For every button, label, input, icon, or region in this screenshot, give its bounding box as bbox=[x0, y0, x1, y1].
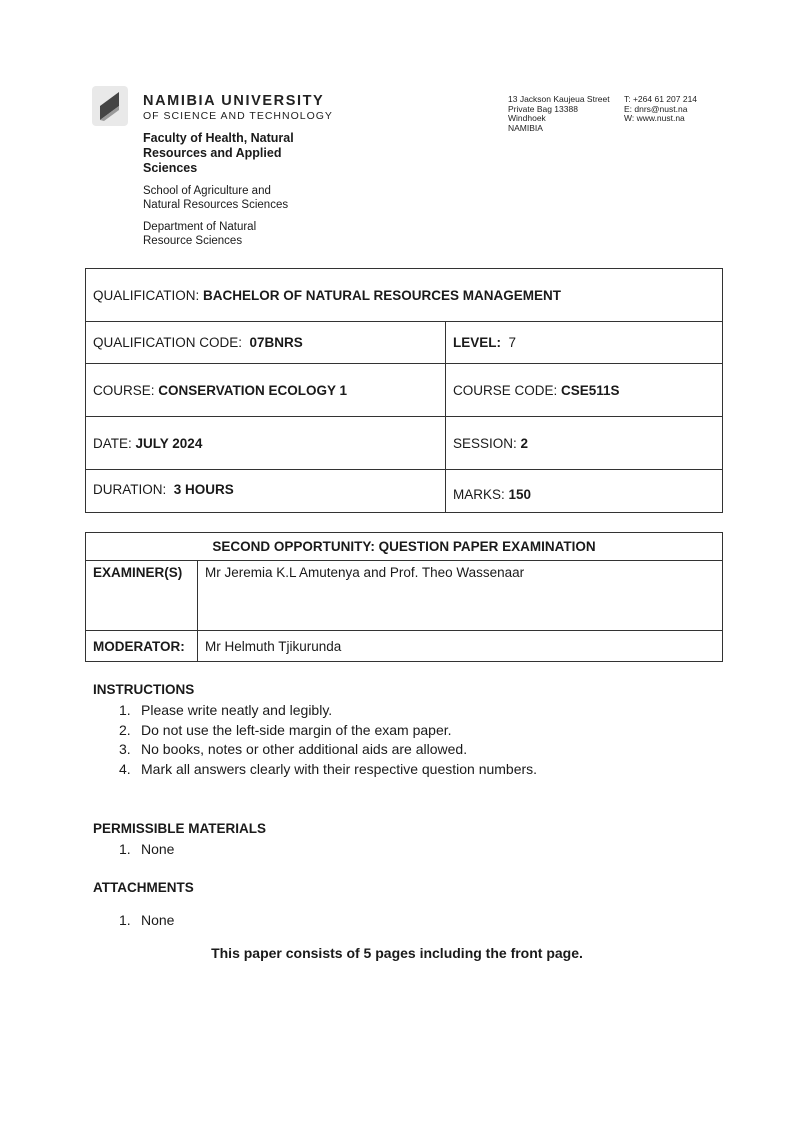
list-item: 3. No books, notes or other additional aids are allowed. bbox=[119, 741, 468, 757]
marks-cell: MARKS: 150 bbox=[446, 470, 723, 513]
department-name: Department of Natural Resource Sciences bbox=[143, 221, 257, 247]
date-cell: DATE: JULY 2024 bbox=[86, 417, 446, 470]
course-code-cell: COURSE CODE: CSE511S bbox=[446, 364, 723, 417]
list-item: 2. Do not use the left-side margin of the exam paper. bbox=[119, 721, 452, 738]
course-info-table bbox=[85, 268, 723, 513]
level-cell: LEVEL: 7 bbox=[446, 322, 723, 364]
examiner-value: Mr Jeremia K.L Amutenya and Prof. Theo Wassenaar bbox=[198, 561, 723, 631]
examiner-label: EXAMINER(S) bbox=[86, 561, 198, 631]
list-item: 4. Mark all answers clearly with their respective question numbers. bbox=[119, 760, 538, 777]
school-name: School of Agriculture and Natural Resources Sciences bbox=[143, 185, 289, 211]
instructions-heading: INSTRUCTIONS bbox=[93, 682, 195, 697]
instructions-list bbox=[119, 701, 537, 779]
qualification-code-cell: QUALIFICATION CODE: 07BNRS bbox=[86, 322, 446, 364]
university-logo-icon bbox=[92, 86, 128, 126]
university-subtitle: OF SCIENCE AND TECHNOLOGY bbox=[143, 110, 333, 122]
attachments-heading: ATTACHMENTS bbox=[93, 880, 194, 895]
qualification-cell: QUALIFICATION: BACHELOR OF NATURAL RESOURCES MANAGEMENT bbox=[86, 269, 723, 322]
postal-address: 13 Jackson Kaujeua Street Private Bag 13388 Windhoek NAMIBIA bbox=[508, 94, 610, 133]
page-count-note: This paper consists of 5 pages including the front page. bbox=[211, 945, 583, 961]
permissible-materials-list bbox=[119, 840, 174, 860]
list-item: 1. Please write neatly and legibly. bbox=[119, 702, 333, 718]
permissible-materials-heading: PERMISSIBLE MATERIALS bbox=[93, 821, 267, 836]
faculty-name: Faculty of Health, Natural Resources and Applied Sciences bbox=[143, 131, 294, 175]
contact-details: T: +264 61 207 214 E: dnrs@nust.na W: www.nust.na bbox=[624, 94, 698, 123]
session-cell: SESSION: 2 bbox=[446, 417, 723, 470]
attachments-list bbox=[119, 911, 174, 931]
list-item: 1. None bbox=[119, 841, 175, 857]
moderator-value: Mr Helmuth Tjikurunda bbox=[198, 631, 723, 662]
duration-cell: DURATION: 3 HOURS bbox=[86, 470, 446, 513]
list-item: 1. None bbox=[119, 912, 175, 928]
course-cell: COURSE: CONSERVATION ECOLOGY 1 bbox=[86, 364, 446, 417]
moderator-label: MODERATOR: bbox=[86, 631, 198, 662]
exam-title-cell: SECOND OPPORTUNITY: QUESTION PAPER EXAMINATION bbox=[86, 533, 723, 561]
examiners-table bbox=[85, 532, 723, 662]
university-name: NAMIBIA UNIVERSITY bbox=[143, 93, 325, 109]
